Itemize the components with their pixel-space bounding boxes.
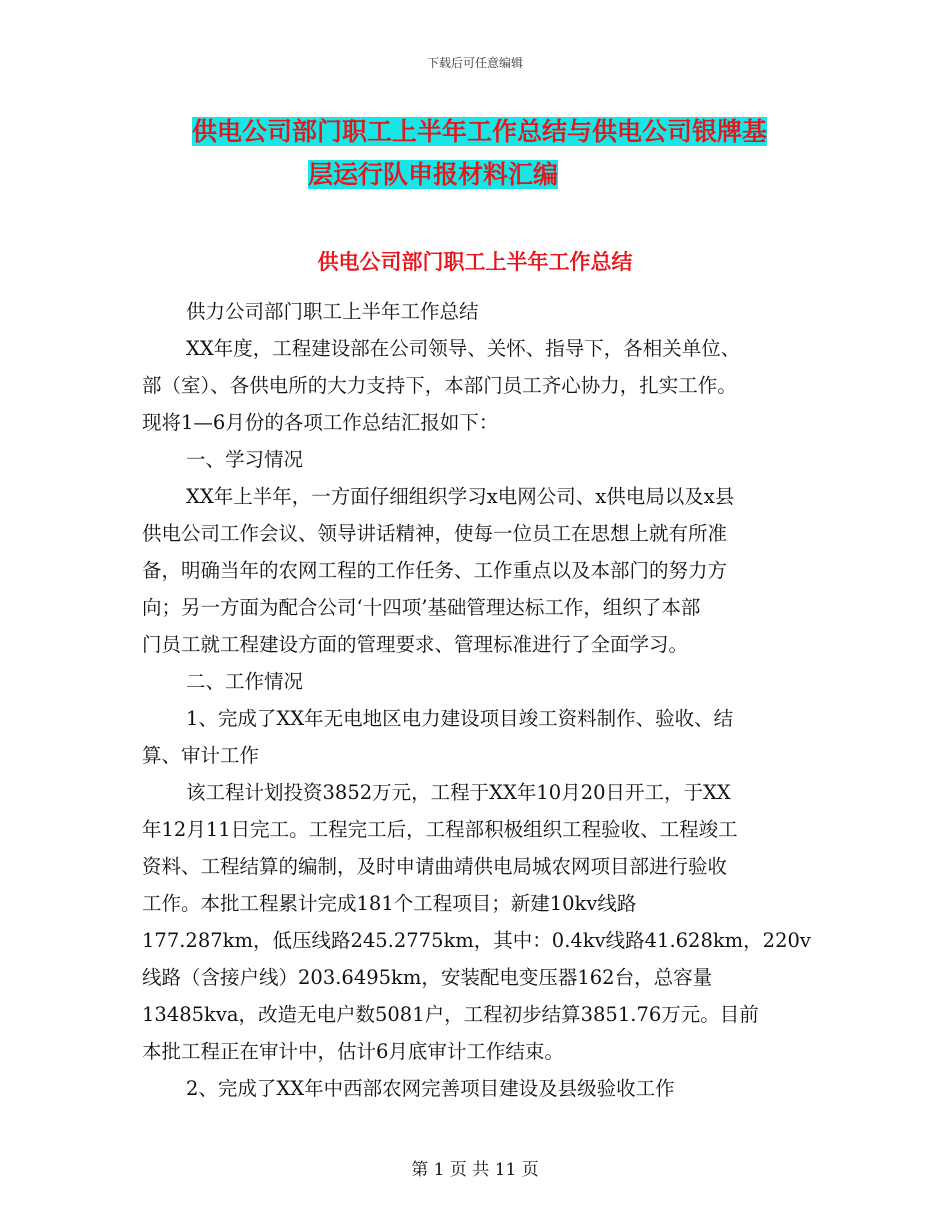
text-line: 算、审计工作 <box>142 744 260 767</box>
section-title: 供电公司部门职工上半年工作总结 <box>317 250 633 274</box>
text-line: 本批工程正在审计中，估计6月底审计工作结束。 <box>142 1040 564 1063</box>
title-line-2 <box>140 153 820 196</box>
text-line: 年12月11日完工。工程完工后，工程部积极组织工程验收、工程竣工 <box>142 818 738 841</box>
title-line-1-text: 供电公司部门职工上半年工作总结与供电公司银牌基 <box>192 117 768 146</box>
text-line: 资料、工程结算的编制，及时申请曲靖供电局城农网项目部进行验收 <box>142 855 728 878</box>
title-line-1 <box>140 110 820 153</box>
text-line: XX年度，工程建设部在公司领导、关怀、指导下，各相关单位、 <box>186 337 741 360</box>
text-line: 向；另一方面为配合公司‘十四项’基础管理达标工作，组织了本部 <box>142 596 701 619</box>
text-line: 177.287km，低压线路245.2775km，其中：0.4kv线路41.628km，220v <box>142 929 811 952</box>
text-line: 供电公司工作会议、领导讲话精神，使每一位员工在思想上就有所准 <box>142 522 728 545</box>
header-note: 下载后可任意编辑 <box>426 56 523 70</box>
title-line-2-text: 层运行队申报材料汇编 <box>308 160 559 189</box>
text-line: 供力公司部门职工上半年工作总结 <box>186 300 479 323</box>
text-line: 二、工作情况 <box>186 670 304 693</box>
text-line: 13485kva，改造无电户数5081户，工程初步结算3851.76万元。目前 <box>142 1003 759 1026</box>
text-line: 2、完成了XX年中西部农网完善项目建设及县级验收工作 <box>186 1077 675 1100</box>
text-line: 一、学习情况 <box>186 448 304 471</box>
text-line: 线路（含接户线）203.6495km，安装配电变压器162台，总容量 <box>142 966 713 989</box>
page-footer: 第 1 页 共 11 页 <box>411 1160 539 1180</box>
body-text <box>142 293 812 1107</box>
text-line: 工作。本批工程累计完成181个工程项目；新建10kv线路 <box>142 892 637 915</box>
text-line: 1、完成了XX年无电地区电力建设项目竣工资料制作、验收、结 <box>186 707 734 730</box>
text-line: 现将1—6月份的各项工作总结汇报如下： <box>142 411 499 434</box>
text-line: 备，明确当年的农网工程的工作任务、工作重点以及本部门的努力方 <box>142 559 728 582</box>
text-line: 部（室）、各供电所的大力支持下，本部门员工齐心协力，扎实工作。 <box>142 374 737 397</box>
text-line: XX年上半年，一方面仔细组织学习x电网公司、x供电局以及x县 <box>186 485 735 508</box>
document-title <box>140 110 820 196</box>
text-line: 该工程计划投资3852万元，工程于XX年10月20日开工，于XX <box>186 781 731 804</box>
text-line: 门员工就工程建设方面的管理要求、管理标准进行了全面学习。 <box>142 633 689 656</box>
